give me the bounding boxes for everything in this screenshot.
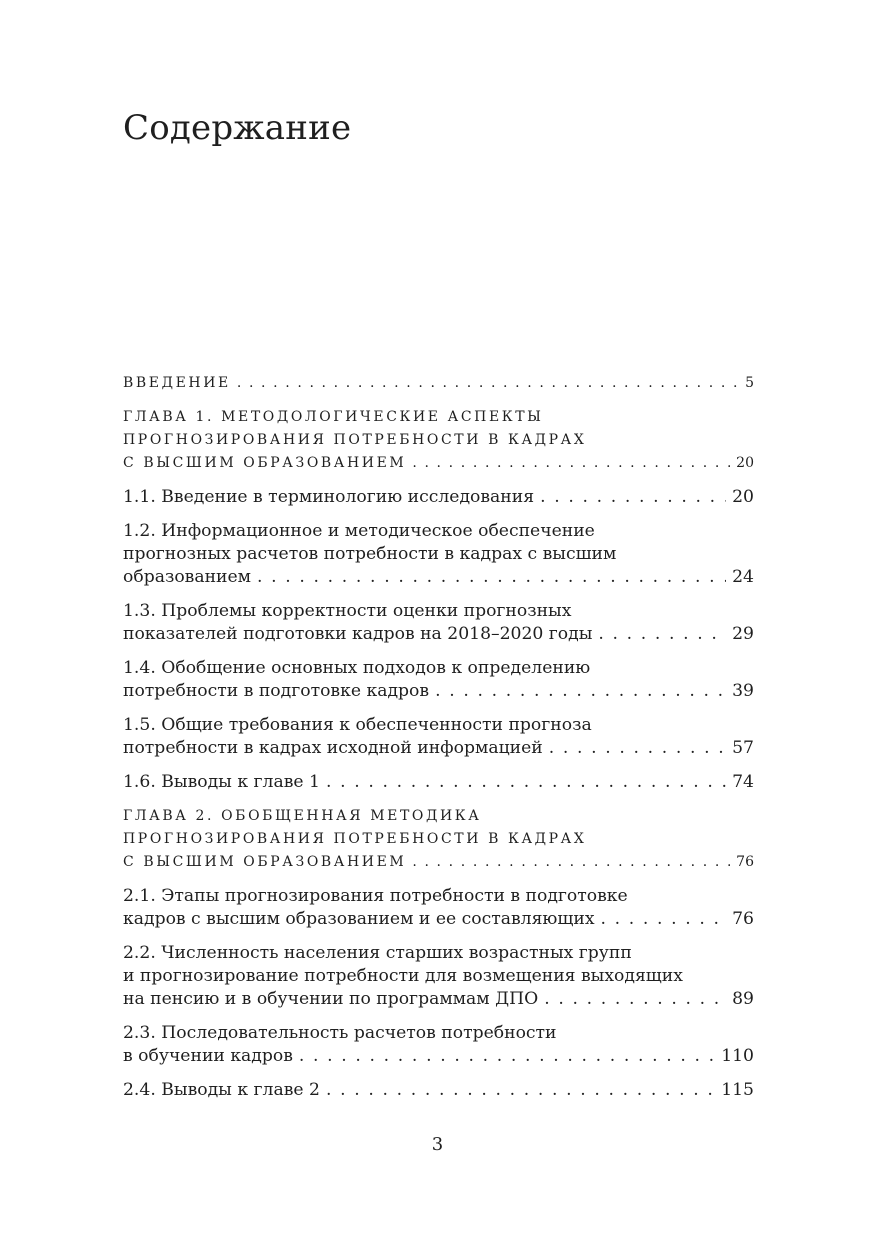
toc-page-number: 39 bbox=[732, 681, 754, 701]
toc-entry-title-line: ГЛАВА 1. МЕТОДОЛОГИЧЕСКИЕ АСПЕКТЫ bbox=[123, 409, 544, 425]
toc-entry-title-line: прогнозных расчетов потребности в кадрах с высшим bbox=[123, 544, 617, 564]
toc-section-entry[interactable] bbox=[123, 1079, 754, 1102]
toc-entry-title-line: 1.3. Проблемы корректности оценки прогнозных bbox=[123, 601, 572, 621]
toc-page-number: 89 bbox=[732, 989, 754, 1009]
dot-leader bbox=[544, 988, 726, 1011]
toc-entry-title: 1.6. Выводы к главе 1 bbox=[123, 772, 320, 792]
toc-page-number: 57 bbox=[732, 738, 754, 758]
toc-entry-final-line bbox=[123, 623, 754, 646]
toc-section-entry[interactable] bbox=[123, 771, 754, 794]
dot-leader bbox=[237, 372, 739, 395]
toc-page-number: 5 bbox=[745, 375, 754, 391]
dot-leader bbox=[257, 566, 726, 589]
toc-entry-title-line: ПРОГНОЗИРОВАНИЯ ПОТРЕБНОСТИ В КАДРАХ bbox=[123, 831, 587, 847]
table-of-contents bbox=[123, 372, 754, 1113]
toc-chapter-entry[interactable] bbox=[123, 372, 754, 395]
toc-entry-title-line: 2.3. Последовательность расчетов потребности bbox=[123, 1023, 557, 1043]
toc-entry-title: на пенсию и в обучении по программам ДПО bbox=[123, 989, 539, 1009]
toc-entry-title-line: ПРОГНОЗИРОВАНИЯ ПОТРЕБНОСТИ В КАДРАХ bbox=[123, 432, 587, 448]
toc-entry-title: 2.4. Выводы к главе 2 bbox=[123, 1080, 320, 1100]
toc-entry-final-line bbox=[123, 737, 754, 760]
dot-leader bbox=[549, 737, 726, 760]
toc-entry-title-line: 2.2. Численность населения старших возрастных групп bbox=[123, 943, 632, 963]
toc-section-entry[interactable] bbox=[123, 520, 754, 589]
toc-page-number: 115 bbox=[721, 1080, 754, 1100]
toc-section-entry[interactable] bbox=[123, 942, 754, 1011]
toc-entry-title: показателей подготовки кадров на 2018–2020 годы bbox=[123, 624, 593, 644]
toc-entry-title: С ВЫСШИМ ОБРАЗОВАНИЕМ bbox=[123, 854, 407, 870]
toc-page-number: 74 bbox=[732, 772, 754, 792]
dot-leader bbox=[435, 680, 726, 703]
toc-page-number: 110 bbox=[721, 1046, 754, 1066]
toc-page-number: 20 bbox=[732, 487, 754, 507]
toc-entry-title: С ВЫСШИМ ОБРАЗОВАНИЕМ bbox=[123, 455, 407, 471]
page-title: Содержание bbox=[123, 108, 352, 148]
toc-section-entry[interactable] bbox=[123, 714, 754, 760]
toc-entry-final-line bbox=[123, 372, 754, 395]
dot-leader bbox=[598, 623, 726, 646]
dot-leader bbox=[326, 1079, 715, 1102]
toc-entry-final-line bbox=[123, 908, 754, 931]
toc-page-number: 29 bbox=[732, 624, 754, 644]
toc-entry-final-line bbox=[123, 1045, 754, 1068]
toc-entry-title-line: ГЛАВА 2. ОБОБЩЕННАЯ МЕТОДИКА bbox=[123, 808, 482, 824]
toc-entry-title: образованием bbox=[123, 567, 252, 587]
toc-section-entry[interactable] bbox=[123, 1022, 754, 1068]
toc-entry-title: в обучении кадров bbox=[123, 1046, 293, 1066]
toc-section-entry[interactable] bbox=[123, 657, 754, 703]
toc-entry-final-line bbox=[123, 680, 754, 703]
toc-section-entry[interactable] bbox=[123, 486, 754, 509]
toc-entry-final-line bbox=[123, 851, 754, 874]
toc-entry-title-line: 2.1. Этапы прогнозирования потребности в подготовке bbox=[123, 886, 628, 906]
toc-page-number: 76 bbox=[732, 909, 754, 929]
toc-entry-title-line: и прогнозирование потребности для возмещения выходящих bbox=[123, 966, 683, 986]
toc-chapter-entry[interactable] bbox=[123, 406, 754, 475]
dot-leader bbox=[299, 1045, 715, 1068]
toc-entry-final-line bbox=[123, 452, 754, 475]
toc-entry-title-line: 1.5. Общие требования к обеспеченности прогноза bbox=[123, 715, 592, 735]
toc-chapter-entry[interactable] bbox=[123, 805, 754, 874]
page-number: 3 bbox=[431, 1134, 444, 1155]
dot-leader bbox=[540, 486, 726, 509]
toc-section-entry[interactable] bbox=[123, 600, 754, 646]
toc-entry-final-line bbox=[123, 1079, 754, 1102]
toc-entry-title-line: 1.2. Информационное и методическое обеспечение bbox=[123, 521, 595, 541]
dot-leader bbox=[412, 452, 730, 475]
toc-entry-title: кадров с высшим образованием и ее составляющих bbox=[123, 909, 595, 929]
toc-entry-final-line bbox=[123, 566, 754, 589]
toc-entry-title-line: 1.4. Обобщение основных подходов к определению bbox=[123, 658, 591, 678]
toc-page-number: 20 bbox=[736, 455, 754, 471]
dot-leader bbox=[412, 851, 730, 874]
toc-entry-title: ВВЕДЕНИЕ bbox=[123, 375, 231, 391]
toc-entry-final-line bbox=[123, 771, 754, 794]
toc-section-entry[interactable] bbox=[123, 885, 754, 931]
toc-page-number: 76 bbox=[736, 854, 754, 870]
toc-entry-final-line bbox=[123, 988, 754, 1011]
dot-leader bbox=[601, 908, 727, 931]
toc-entry-title: 1.1. Введение в терминологию исследования bbox=[123, 487, 535, 507]
toc-page-number: 24 bbox=[732, 567, 754, 587]
toc-entry-title: потребности в подготовке кадров bbox=[123, 681, 430, 701]
toc-entry-title: потребности в кадрах исходной информацией bbox=[123, 738, 543, 758]
toc-entry-final-line bbox=[123, 486, 754, 509]
dot-leader bbox=[326, 771, 726, 794]
